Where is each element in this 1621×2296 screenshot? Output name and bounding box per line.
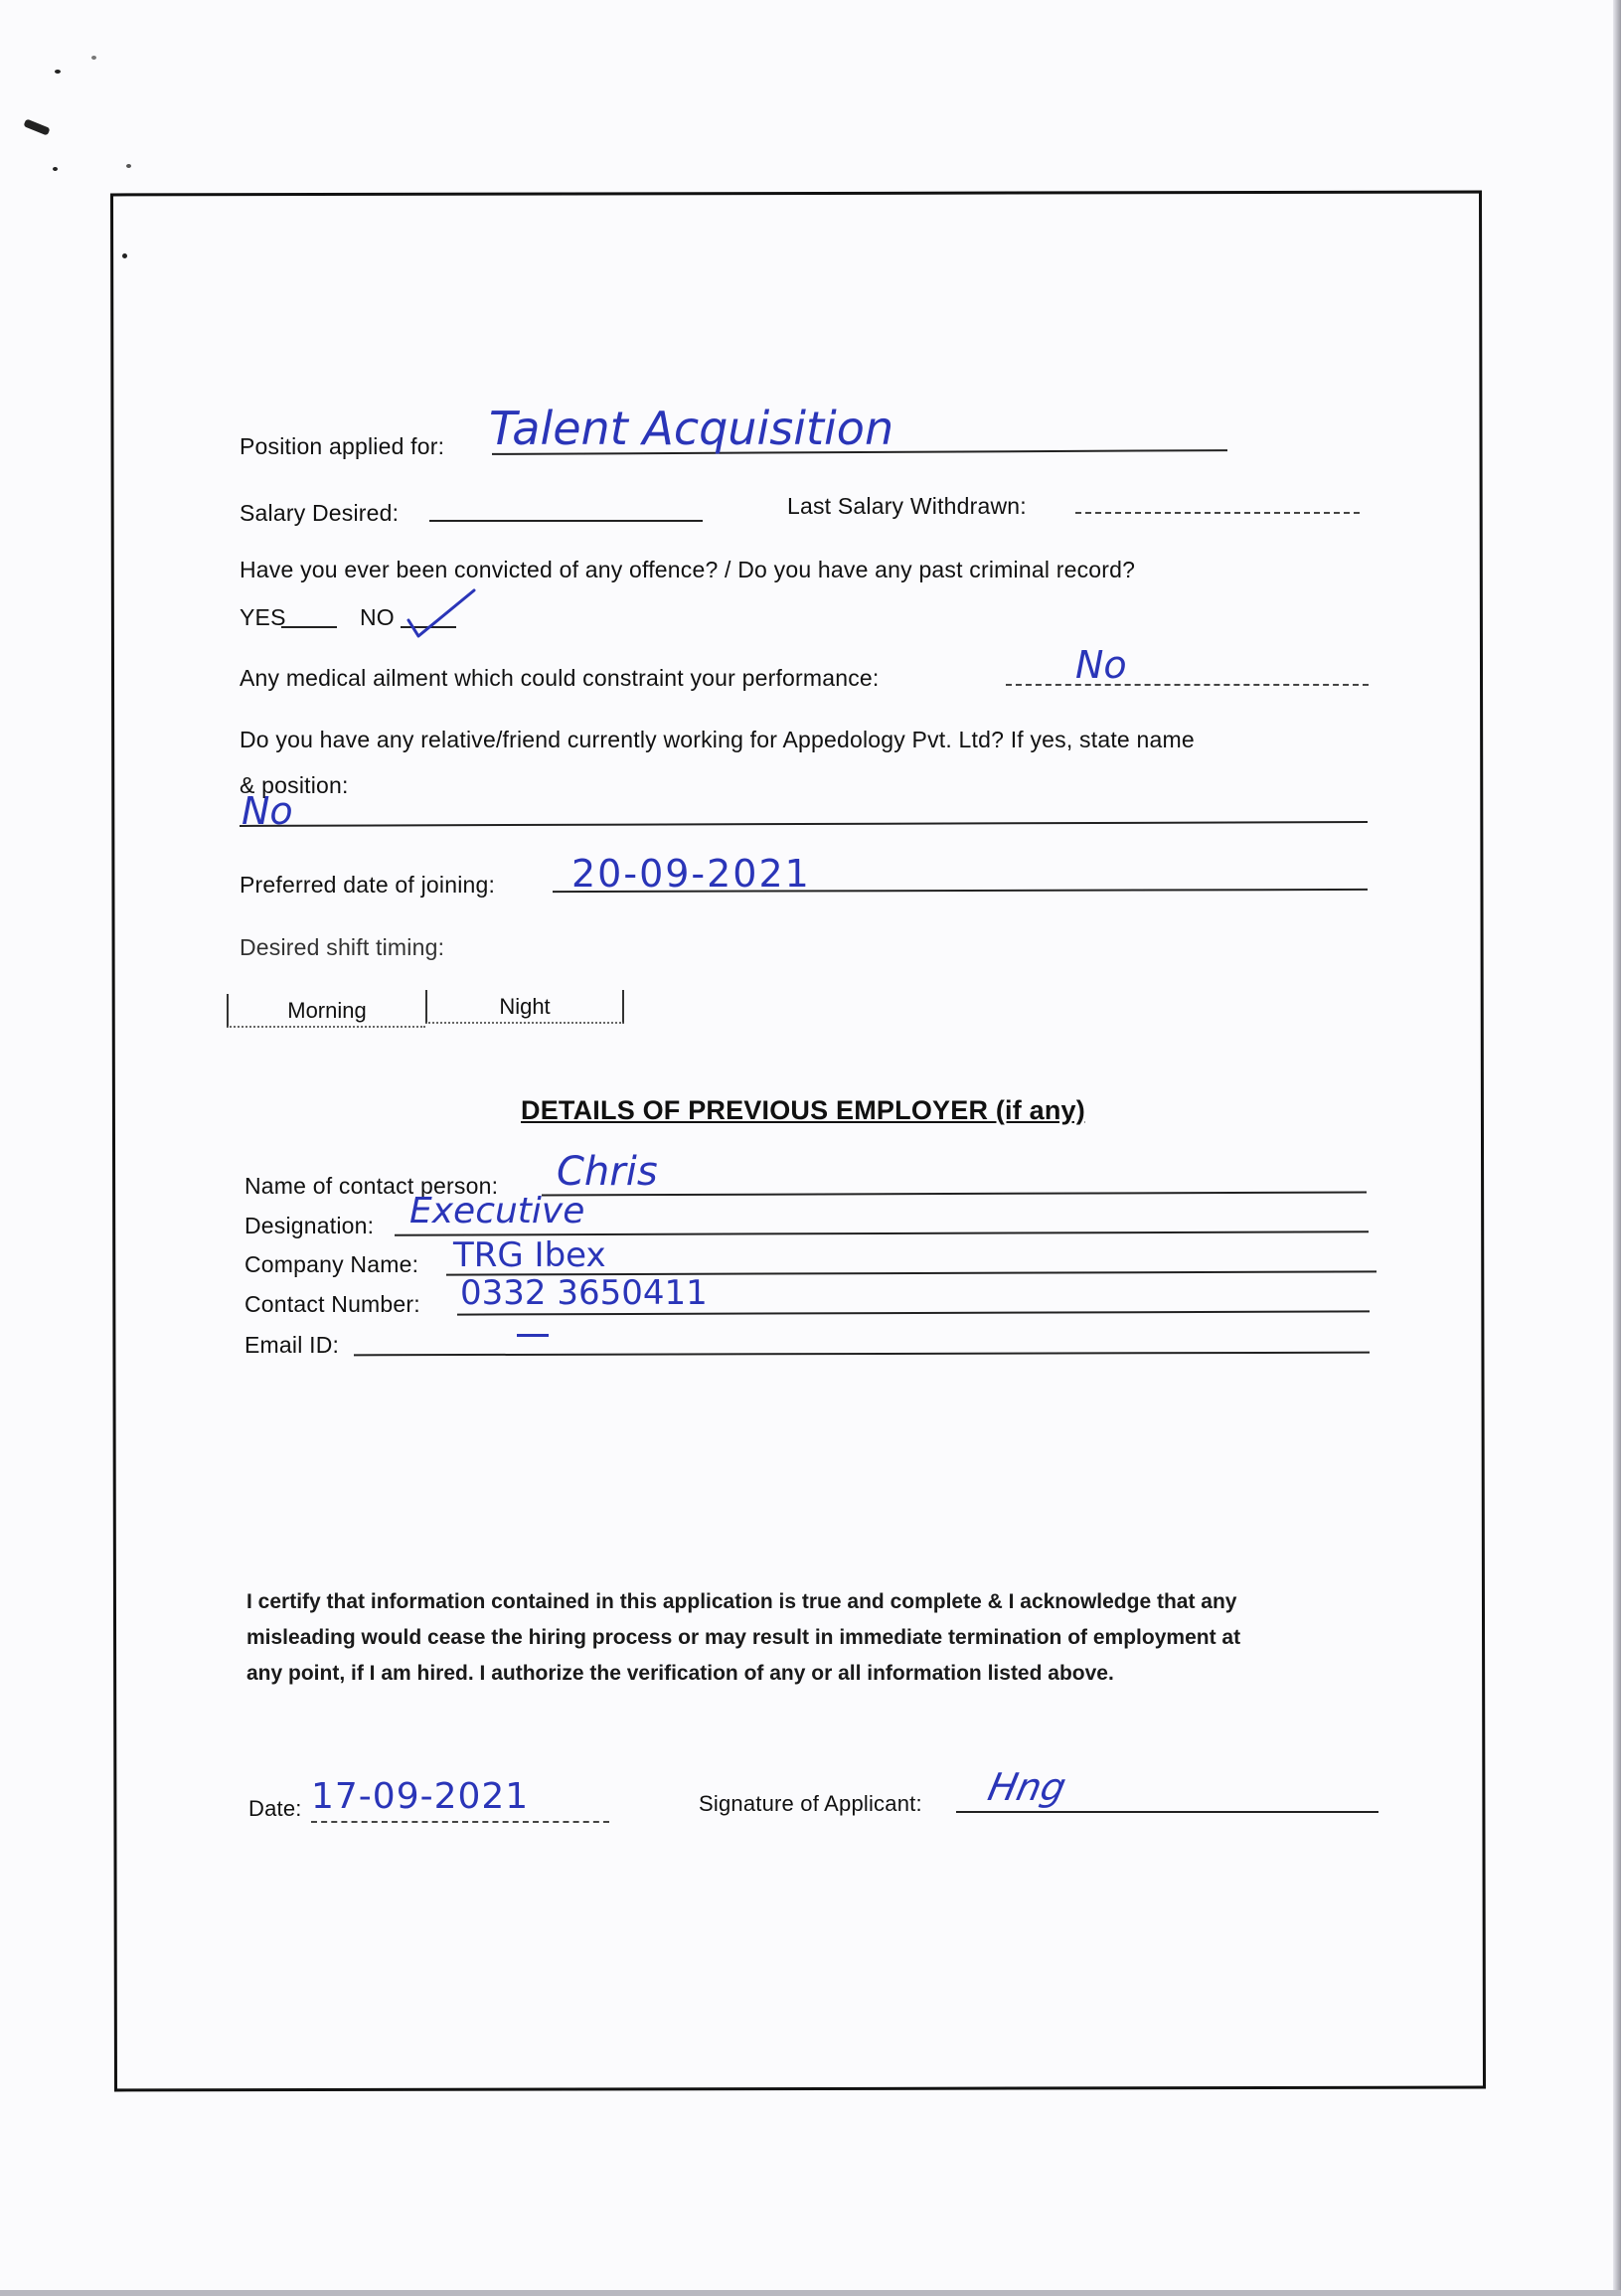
date-value[interactable]: 17-09-2021 — [311, 1776, 530, 1817]
date-field[interactable] — [311, 1821, 609, 1823]
scan-speck — [91, 56, 96, 60]
certification-line-3: any point, if I am hired. I authorize the verification of any or all information listed above. — [246, 1662, 1114, 1685]
ink-stroke — [517, 1334, 549, 1337]
email-label: Email ID: — [244, 1332, 340, 1358]
designation-value[interactable]: Executive — [409, 1191, 585, 1231]
checkmark-icon — [403, 586, 482, 646]
shift-label: Desired shift timing: — [240, 934, 445, 960]
relative-value[interactable]: No — [242, 789, 293, 833]
scan-speck — [55, 70, 61, 74]
joining-label: Preferred date of joining: — [240, 872, 496, 898]
shift-option-morning[interactable]: Morning — [227, 994, 425, 1028]
medical-value[interactable]: No — [1075, 643, 1127, 687]
medical-field[interactable] — [1006, 684, 1369, 686]
contact-number-label: Contact Number: — [244, 1291, 420, 1317]
scan-speck — [126, 164, 131, 168]
no-label: NO — [360, 604, 395, 630]
date-label: Date: — [248, 1796, 302, 1821]
joining-value[interactable]: 20-09-2021 — [571, 852, 811, 896]
applicant-signature[interactable]: Hng — [984, 1765, 1070, 1809]
scan-speck — [23, 118, 50, 135]
last-salary-label: Last Salary Withdrawn: — [787, 493, 1027, 519]
medical-label: Any medical ailment which could constraint your performance: — [240, 665, 880, 691]
contact-number-value[interactable]: 0332 3650411 — [460, 1273, 708, 1313]
company-name-label: Company Name: — [244, 1251, 419, 1277]
salary-desired-field[interactable] — [429, 520, 703, 522]
contact-person-value[interactable]: Chris — [557, 1149, 658, 1195]
signature-field[interactable] — [956, 1811, 1378, 1813]
yes-field[interactable] — [281, 626, 337, 628]
designation-label: Designation: — [244, 1213, 375, 1238]
contact-person-label: Name of contact person: — [244, 1173, 499, 1199]
signature-label: Signature of Applicant: — [699, 1791, 922, 1816]
page-bottom-edge — [0, 2290, 1621, 2296]
shift-option-night[interactable]: Night — [425, 990, 624, 1024]
previous-employer-title: DETAILS OF PREVIOUS EMPLOYER (if any) — [521, 1095, 1085, 1125]
position-label: Position applied for: — [240, 433, 445, 459]
certification-text — [246, 1584, 1370, 1692]
last-salary-field[interactable] — [1075, 512, 1360, 514]
page-edge-shadow — [1613, 0, 1621, 2296]
scan-speck — [53, 167, 58, 171]
relative-question-line1: Do you have any relative/friend currently working for Appedology Pvt. Ltd? If yes, state name — [240, 727, 1195, 752]
certification-line-2: misleading would cease the hiring process or may result in immediate termination of employment at — [246, 1626, 1241, 1649]
position-value[interactable]: Talent Acquisition — [489, 402, 894, 455]
relative-question-line2: & position: — [240, 772, 349, 798]
certification-line-1: I certify that information contained in this application is true and complete & I acknowledge that any — [246, 1590, 1237, 1613]
company-name-value[interactable]: TRG Ibex — [453, 1235, 606, 1275]
criminal-question: Have you ever been convicted of any offence? / Do you have any past criminal record? — [240, 557, 1136, 582]
salary-desired-label: Salary Desired: — [240, 500, 400, 526]
yes-label: YES — [240, 604, 286, 630]
